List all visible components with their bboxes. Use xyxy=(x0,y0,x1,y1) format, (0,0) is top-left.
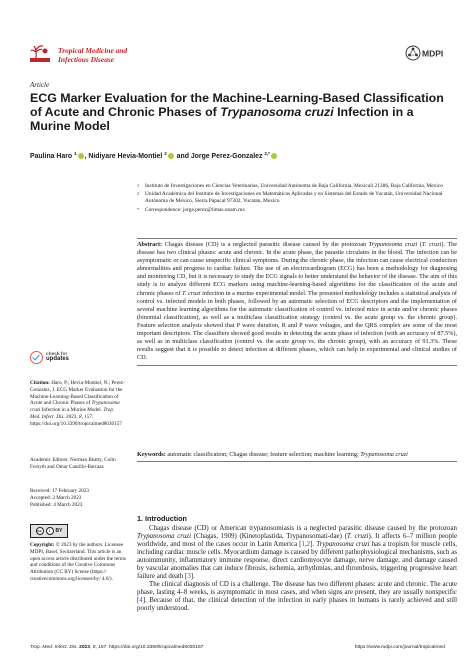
paragraph-text: The clinical diagnosis of CD is a challenge. The disease has two different phases: acute and chronic. The acute phase, lasting 4–8 weeks, is asymptomatic in most cases, and when signs are present, they are usually nonspecific [ xyxy=(137,581,457,605)
citation-italic: Trypanosoma cruzi xyxy=(30,400,120,414)
attribution-icon: i xyxy=(46,527,54,535)
check-updates-line2: updates xyxy=(46,356,70,362)
abstract-italic: T. cruzi xyxy=(182,289,201,297)
keywords-label: Keywords: xyxy=(137,451,166,458)
reference-link[interactable]: 4 xyxy=(139,597,143,605)
footer-journal: Trop. Med. Infect. Dis. xyxy=(30,645,80,650)
paragraph-italic: Trypanosoma cruzi xyxy=(316,541,370,549)
title-part2: Infection in a Murine Model xyxy=(30,105,414,134)
affiliation-number: 1 xyxy=(137,183,140,188)
paragraph-text: ]. xyxy=(190,573,195,581)
copyright-block xyxy=(30,542,126,583)
affiliation-list xyxy=(137,183,457,215)
reference-link[interactable]: 1 xyxy=(301,541,305,549)
orcid-icon[interactable] xyxy=(271,153,277,159)
paragraph-text: ]. Because of that, the clinical detection of the infection in early phases in humans is rarely achieved and still poorly understood. xyxy=(137,597,457,613)
cc-license-badge[interactable] xyxy=(30,524,68,538)
footer-journal-link[interactable]: https://www.mdpi.com/journal/tropicalmed xyxy=(354,645,445,650)
copyright-text: © 2023 by the authors. Licensee MDPI, Basel, Switzerland. This article is an open access article distributed under the terms and conditions of the Creative Commons Attribution (CC BY) license (https:// creativecommons.org/licenses/by/ 4.0/). xyxy=(30,542,126,582)
author-affiliation-sup: 1 xyxy=(74,151,77,156)
abstract-label: Abstract: xyxy=(137,241,163,248)
paragraph-italic: T. cruzi xyxy=(346,533,369,541)
footer-citation xyxy=(30,645,203,650)
introduction-body xyxy=(137,525,457,614)
paragraph-text: (Chagas, 1909) (Kinetoplastida, Trypanosomati-dae) ( xyxy=(191,533,347,541)
paragraph-italic: Trypanosoma cruzi xyxy=(137,533,192,541)
keywords-text: automatic classification; Chagas disease; feature selection; machine learning; xyxy=(165,451,361,458)
paragraph-text: ). It affects 6–7 million people worldwide, and most of the cases occur in Latin America [ xyxy=(137,533,458,549)
author-separator: , xyxy=(84,153,89,160)
citation-text: Haro, P.; Hevia-Montiel, N.; Perez-Gonzalez, J. ECG Marker Evaluation for the Machine-Learning-Based Classification of Acute and Chronic Phases of xyxy=(30,380,125,407)
academic-editors: Academic Editors: Norman Beatty, Colin Forsyth and Omar Cantillo-Barraza xyxy=(30,457,116,470)
author-name[interactable]: Jorge Perez-Gonzalez xyxy=(190,153,263,160)
paragraph xyxy=(137,581,457,613)
footer-separator: , xyxy=(90,645,93,650)
author-separator: and xyxy=(174,153,191,160)
paragraph-text: , xyxy=(304,541,307,549)
affiliation-text: Unidad Académica del Instituto de Investigaciones en Matemáticas Aplicadas y en Sistemas del Estado de Yucatán, Universidad Nacional Autónoma de México, Sierra Papacal 97302, Yucatan, Mexico xyxy=(145,191,443,205)
citation-block xyxy=(30,380,126,428)
abstract-italic: Trypanosoma cruzi xyxy=(368,241,418,248)
paragraph-text: Chagas disease (CD) or American trypanosomiasis is a neglected parasitic disease caused by the protozoan xyxy=(149,525,457,532)
abstract-text: Chagas disease (CD) is a neglected parasitic disease caused by the protozoan xyxy=(162,241,369,248)
correspondence-text[interactable]: Correspondence: jorge.perez@iimas.unam.mx xyxy=(145,206,246,213)
reference-link[interactable]: 2 xyxy=(306,541,311,549)
journal-name-line1: Tropical Medicine and xyxy=(58,46,128,55)
copyright-label: Copyright: xyxy=(30,542,55,548)
keywords xyxy=(137,451,457,462)
author-list xyxy=(30,151,278,160)
affiliation-item xyxy=(137,191,457,205)
paragraph xyxy=(137,525,457,581)
citation-italic: 8 xyxy=(78,413,82,420)
author-name[interactable]: Paulina Haro xyxy=(30,153,73,160)
abstract xyxy=(137,238,457,366)
orcid-icon[interactable] xyxy=(168,153,174,159)
received-date: Received: 17 February 2023 xyxy=(30,488,89,494)
abstract-italic: T. cruzi xyxy=(421,241,442,248)
abstract-text: ( xyxy=(417,241,422,248)
abstract-text: ). The disease has two clinical phases: acute and chronic. In the acute phase, the parasite circulates in the blood. The infection can be asymptomatic or can cause unspecific clinical symptoms. During the chronic phase, the infection can cause electrical conduction abnormalities and progress to cardiac failure. The use of an electrocardiogram (ECG) has been a methodology for diagnosing and monitoring CD, but it is necessary to study the ECG signals to better understand the behavior of the disease. The aim of this study is to analyze different ECG markers using machine-learning-based algorithms for the classification of the acute and chronic phases of xyxy=(137,241,457,297)
publisher-text: MDPI xyxy=(422,48,444,59)
journal-name[interactable] xyxy=(58,46,127,64)
author-affiliation-sup: 2,* xyxy=(264,151,270,156)
citation-italic: Trop. Med. Infect. Dis. xyxy=(30,407,115,420)
keywords-italic: Trypanosoma cruzi xyxy=(360,451,408,458)
citation-doi-link[interactable]: , 157. https://doi.org/10.3390/tropicalmed8030157 xyxy=(30,413,122,427)
article-type: Article xyxy=(30,81,50,89)
paragraph-text: ]. xyxy=(310,541,317,549)
reference-link[interactable]: 3 xyxy=(187,573,191,581)
cc-by-label: BY xyxy=(55,528,63,534)
orcid-icon[interactable] xyxy=(78,153,84,159)
footer-volume: 8 xyxy=(92,645,96,650)
affiliation-number: * xyxy=(137,206,140,212)
author-name[interactable]: Nidiyare Hevia-Montiel xyxy=(88,153,163,160)
page-footer xyxy=(30,645,445,650)
citation-label: Citation: xyxy=(30,380,50,386)
affiliation-item xyxy=(137,207,457,214)
affiliation-text: Instituto de Investigaciones en Ciencias Veterinarias, Universidad Autónoma de Baja California, Mexicali 21386, Baja California, Mexico xyxy=(145,183,443,189)
abstract-text: infection in a murine experimental model. The presented methodology includes a statistical analysis of control vs. infected models in both phases, followed by an automatic selection of ECG descriptors and the implementation of several machine learning algorithms for the automatic classification of control vs. infected mice in acute and/or chronic phases (binomial classification), as well as a multiclass classification strategy (control vs. the acute group vs. the chronic group). Feature selection analysis showed that P wave duration, R and P wave voltages, and the QRS complex are some of the most important descriptors. The classifiers showed good results in detecting the acute phase of infection (with an accuracy of 87.5%), as well as in multiclass classification (control vs. the acute group vs. the chronic group), with an accuracy of 91.3%. These results suggest that it is possible to detect infection at different phases, which can help in experimental and clinical studies of CD. xyxy=(137,289,457,362)
journal-name-line2: Infectious Disease xyxy=(58,55,115,64)
dates-block xyxy=(30,488,126,508)
affiliation-number: 2 xyxy=(137,191,140,197)
check-updates-line1: check for xyxy=(46,351,68,357)
citation-text: 2023, xyxy=(64,413,79,420)
article-title xyxy=(30,91,445,134)
author-affiliation-sup: 2 xyxy=(164,151,167,156)
mdpi-logo-icon[interactable] xyxy=(404,41,444,65)
check-updates-label xyxy=(46,352,69,363)
paragraph-text: has a tropism for muscle cells, including cardiac muscle cells. Myocardium damage is caused by different pathophysiological mechanisms, such as autoimmunity, inflammatory immune response, direct cardiomyocyte damage, nerve damage, and damage caused by vascular anomalies that can induce fibrosis, ischemia, arrhythmias, and thrombosis, triggering progressive heart failure and death [ xyxy=(137,541,457,581)
check-for-updates-button[interactable] xyxy=(30,349,80,365)
cc-icon: cc xyxy=(37,528,42,533)
section-heading: 1. Introduction xyxy=(137,514,187,523)
title-italic: Trypanosoma cruzi xyxy=(220,105,334,120)
accepted-date: Accepted: 2 March 2023 xyxy=(30,494,82,501)
citation-text: Infection in a Murine Model. xyxy=(40,407,104,414)
published-date: Published: 4 March 2023 xyxy=(30,501,83,508)
affiliation-item xyxy=(137,183,457,190)
footer-year: 2023 xyxy=(79,645,90,650)
check-updates-icon xyxy=(30,351,43,364)
title-part1: ECG Marker Evaluation for the Machine-Learning-Based Classification of Acute and Chronic Phases of xyxy=(30,91,444,120)
footer-doi-link[interactable]: , 157. https://doi.org/10.3390/tropicalmed8030157 xyxy=(95,645,204,650)
journal-logo-icon xyxy=(30,44,50,64)
